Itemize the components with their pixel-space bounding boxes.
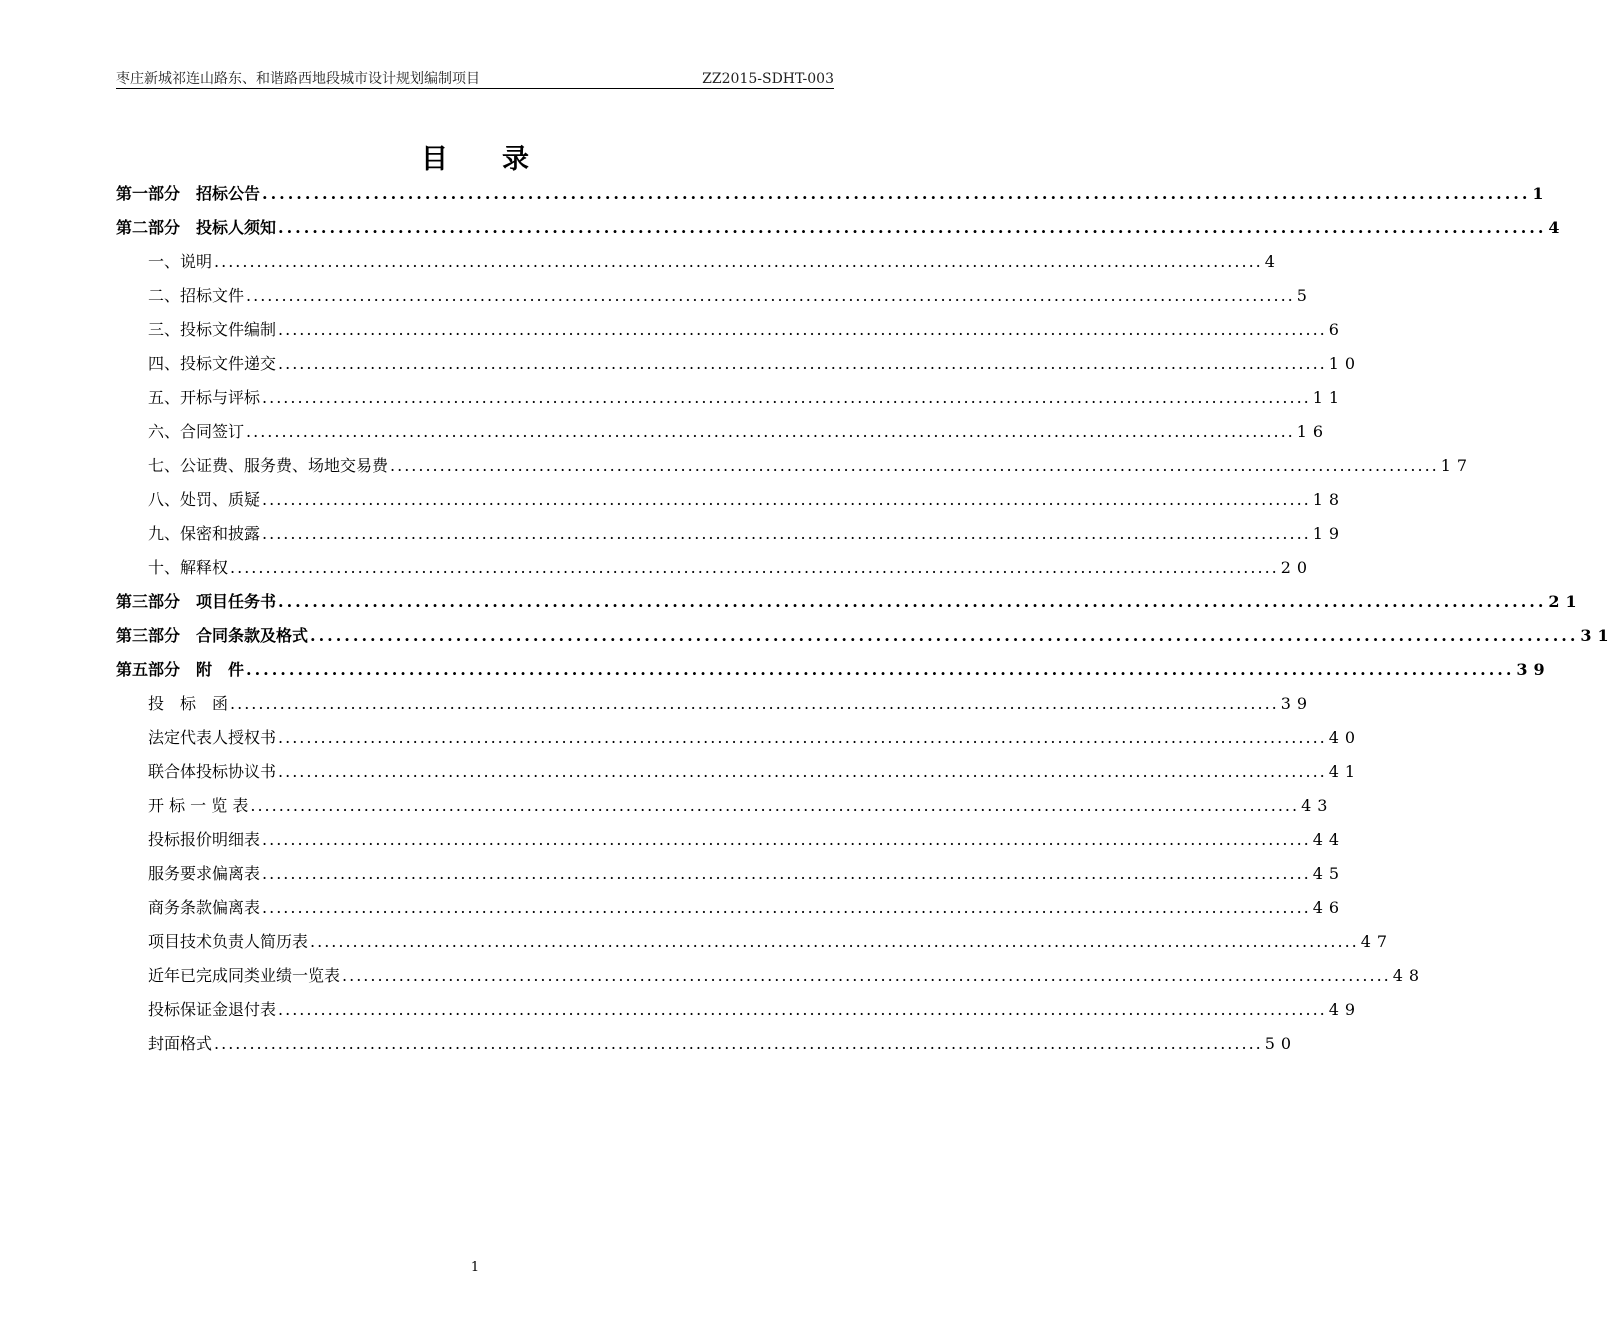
toc-sub-entry[interactable] [116, 415, 1330, 449]
toc-part-entry[interactable] [116, 585, 1583, 619]
toc-dot-leader [214, 1027, 1263, 1061]
toc-sub-entry[interactable] [116, 925, 1394, 959]
table-of-contents [116, 177, 1615, 1061]
header-project-code: ZZ2015-SDHT-003 [702, 71, 834, 87]
toc-entry-page: 4 [1264, 252, 1281, 271]
toc-sub-entry[interactable] [116, 347, 1362, 381]
toc-part-entry[interactable] [116, 177, 1550, 211]
toc-entry-label: 服务要求偏离表 [148, 864, 261, 883]
toc-entry-label: 近年已完成同类业绩一览表 [148, 966, 341, 985]
toc-entry-label: 投 标 函 [148, 694, 229, 713]
toc-entry-label: 第一部分 招标公告 [116, 184, 261, 203]
toc-entry-page: 6 [1328, 320, 1345, 339]
toc-entry-label: 第五部分 附 件 [116, 660, 245, 679]
toc-entry-label: 第二部分 投标人须知 [116, 218, 277, 237]
toc-entry-page: 46 [1312, 898, 1346, 917]
toc-sub-entry[interactable] [116, 1027, 1298, 1061]
toc-sub-entry[interactable] [116, 245, 1281, 279]
toc-entry-label: 开 标 一 览 表 [148, 796, 249, 815]
toc-entry-page: 10 [1328, 354, 1362, 373]
toc-dot-leader [246, 653, 1514, 687]
toc-sub-entry[interactable] [116, 313, 1345, 347]
toc-dot-leader [246, 279, 1295, 313]
toc-entry-page: 41 [1328, 762, 1362, 781]
header-project-title: 枣庄新城祁连山路东、和谐路西地段城市设计规划编制项目 [116, 71, 480, 87]
toc-sub-entry[interactable] [116, 721, 1362, 755]
toc-entry-label: 项目技术负责人简历表 [148, 932, 309, 951]
toc-entry-page: 19 [1312, 524, 1346, 543]
toc-entry-page: 43 [1301, 796, 1334, 815]
toc-sub-entry[interactable] [116, 823, 1346, 857]
toc-part-entry[interactable] [116, 211, 1566, 245]
toc-entry-page: 39 [1516, 660, 1551, 679]
page-number: 1 [470, 1260, 480, 1275]
toc-dot-leader [262, 823, 1311, 857]
toc-entry-label: 四、投标文件递交 [148, 354, 277, 373]
toc-sub-entry[interactable] [116, 687, 1314, 721]
toc-entry-page: 1 [1532, 184, 1550, 203]
toc-entry-page: 40 [1328, 728, 1362, 747]
toc-sub-entry[interactable] [116, 517, 1346, 551]
toc-entry-page: 49 [1328, 1000, 1362, 1019]
toc-sub-entry[interactable] [116, 551, 1314, 585]
toc-dot-leader [230, 551, 1279, 585]
toc-entry-label: 第三部分 合同条款及格式 [116, 626, 309, 645]
toc-entry-label: 商务条款偏离表 [148, 898, 261, 917]
toc-dot-leader [278, 755, 1327, 789]
toc-entry-page: 44 [1312, 830, 1346, 849]
toc-sub-entry[interactable] [116, 959, 1426, 993]
toc-sub-entry[interactable] [116, 789, 1334, 823]
toc-sub-entry[interactable] [116, 279, 1313, 313]
toc-dot-leader [390, 449, 1439, 483]
toc-sub-entry[interactable] [116, 857, 1346, 891]
toc-dot-leader [262, 517, 1311, 551]
toc-entry-label: 二、招标文件 [148, 286, 245, 305]
toc-dot-leader [230, 687, 1279, 721]
toc-entry-label: 投标报价明细表 [148, 830, 261, 849]
toc-entry-page: 4 [1548, 218, 1566, 237]
toc-entry-label: 五、开标与评标 [148, 388, 261, 407]
toc-sub-entry[interactable] [116, 993, 1362, 1027]
toc-dot-leader [310, 925, 1359, 959]
toc-part-entry[interactable] [116, 619, 1615, 653]
toc-entry-page: 5 [1296, 286, 1313, 305]
toc-entry-page: 45 [1312, 864, 1346, 883]
toc-sub-entry[interactable] [116, 891, 1346, 925]
toc-dot-leader [278, 721, 1327, 755]
toc-sub-entry[interactable] [116, 449, 1474, 483]
toc-entry-page: 47 [1360, 932, 1394, 951]
toc-dot-leader [262, 483, 1311, 517]
toc-part-entry[interactable] [116, 653, 1551, 687]
toc-entry-label: 六、合同签订 [148, 422, 245, 441]
toc-dot-leader [262, 857, 1311, 891]
toc-entry-page: 21 [1548, 592, 1583, 611]
toc-entry-label: 封面格式 [148, 1034, 213, 1053]
toc-dot-leader [262, 381, 1311, 415]
toc-dot-leader [278, 211, 1546, 245]
toc-entry-page: 18 [1312, 490, 1346, 509]
toc-sub-entry[interactable] [116, 483, 1346, 517]
toc-dot-leader [342, 959, 1391, 993]
toc-dot-leader [246, 415, 1295, 449]
toc-entry-label: 十、解释权 [148, 558, 229, 577]
toc-sub-entry[interactable] [116, 755, 1362, 789]
toc-dot-leader [214, 245, 1263, 279]
toc-entry-label: 法定代表人授权书 [148, 728, 277, 747]
toc-entry-label: 九、保密和披露 [148, 524, 261, 543]
toc-entry-page: 50 [1264, 1034, 1298, 1053]
toc-entry-page: 31 [1580, 626, 1615, 645]
toc-dot-leader [278, 993, 1327, 1027]
toc-entry-label: 投标保证金退付表 [148, 1000, 277, 1019]
toc-entry-page: 17 [1440, 456, 1474, 475]
toc-entry-page: 48 [1392, 966, 1426, 985]
toc-entry-label: 一、说明 [148, 252, 213, 271]
toc-sub-entry[interactable] [116, 381, 1346, 415]
toc-entry-label: 第三部分 项目任务书 [116, 592, 277, 611]
toc-entry-page: 11 [1312, 388, 1346, 407]
toc-entry-page: 16 [1296, 422, 1330, 441]
toc-entry-label: 七、公证费、服务费、场地交易费 [148, 456, 389, 475]
toc-entry-label: 联合体投标协议书 [148, 762, 277, 781]
page-header [116, 70, 834, 89]
toc-dot-leader [262, 891, 1311, 925]
toc-dot-leader [262, 177, 1530, 211]
toc-entry-page: 20 [1280, 558, 1314, 577]
toc-entry-page: 39 [1280, 694, 1314, 713]
toc-dot-leader [250, 789, 1299, 823]
toc-dot-leader [278, 347, 1327, 381]
toc-entry-label: 八、处罚、质疑 [148, 490, 261, 509]
toc-dot-leader [278, 313, 1327, 347]
toc-entry-label: 三、投标文件编制 [148, 320, 277, 339]
toc-dot-leader [278, 585, 1546, 619]
toc-dot-leader [310, 619, 1578, 653]
toc-title: 目录 [421, 144, 583, 175]
